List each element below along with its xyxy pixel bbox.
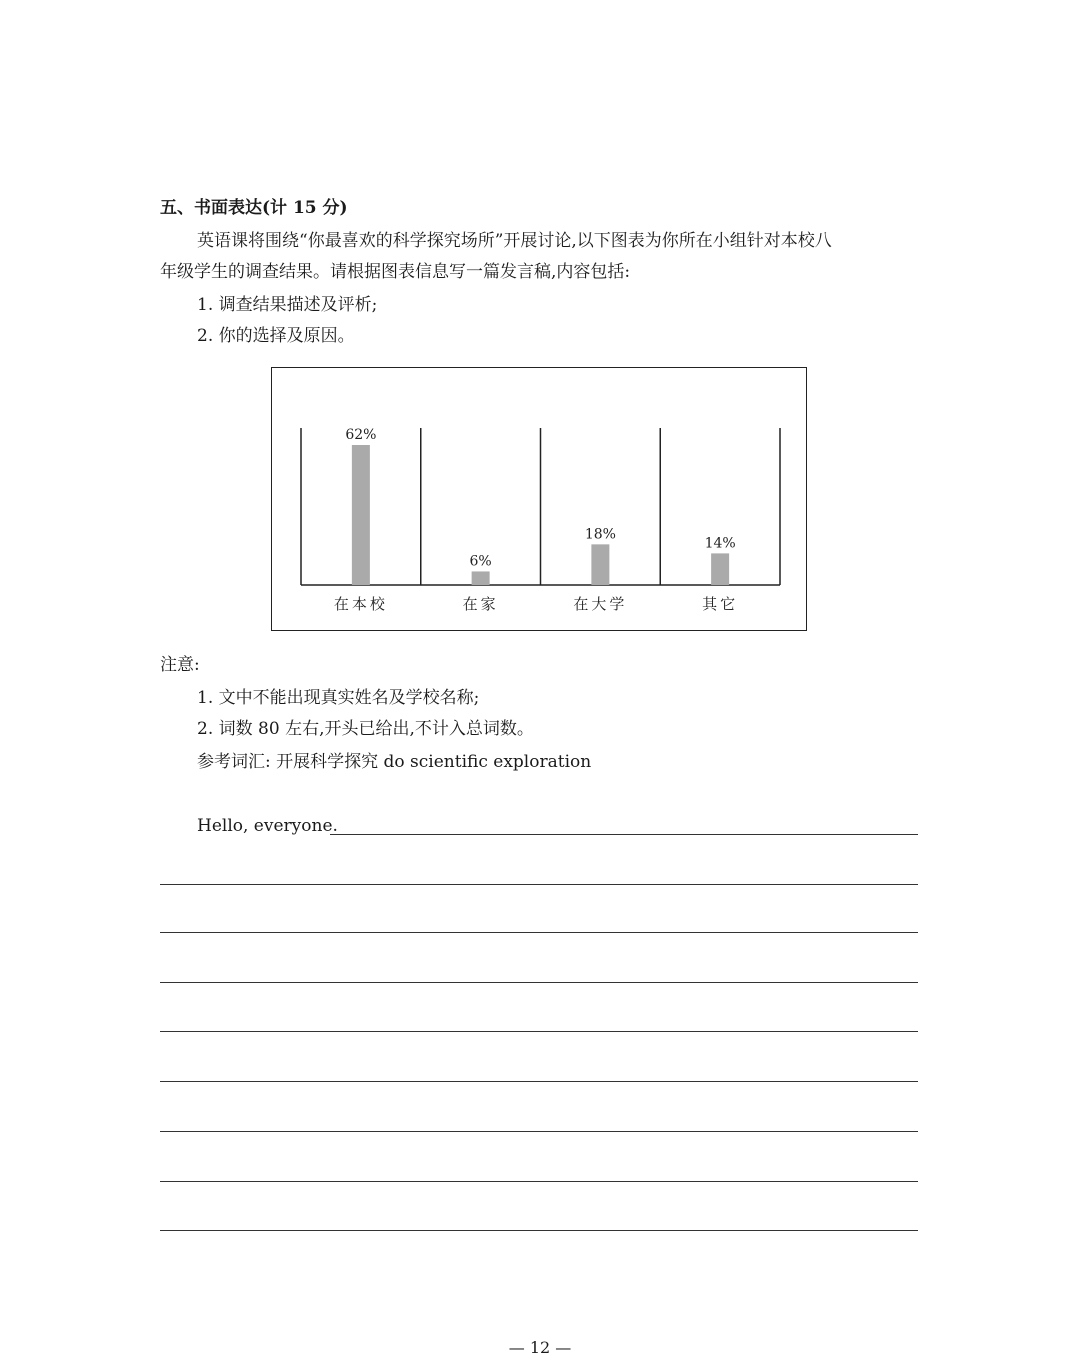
writing-opening: Hello, everyone.: [197, 816, 338, 836]
category-label: 其它: [702, 595, 739, 613]
category-label: 在大学: [573, 595, 628, 613]
task-intro-line-1: 英语课将围绕“你最喜欢的科学探究场所”开展讨论,以下图表为你所在小组针对本校八: [197, 231, 832, 251]
note-item: 2. 词数 80 左右,开头已给出,不计入总词数。: [197, 719, 534, 739]
bar: [591, 544, 609, 585]
answer-line[interactable]: [160, 1031, 918, 1032]
bar: [472, 571, 490, 585]
data-label: 18%: [584, 526, 616, 543]
category-label: 在本校: [333, 595, 388, 613]
answer-line[interactable]: [160, 982, 918, 983]
bar: [352, 445, 370, 585]
note-item: 1. 文中不能出现真实姓名及学校名称;: [197, 688, 480, 708]
survey-chart: [271, 367, 807, 631]
page-number: — 12 —: [508, 1338, 572, 1357]
bar-chart-canvas: [272, 368, 806, 630]
data-label: 6%: [469, 553, 492, 570]
notes-heading: 注意:: [160, 655, 200, 675]
bar: [711, 553, 729, 585]
answer-line[interactable]: [330, 834, 918, 835]
answer-line[interactable]: [160, 884, 918, 885]
data-label: 62%: [345, 427, 377, 443]
requirement-item: 1. 调查结果描述及评析;: [197, 295, 378, 315]
answer-line[interactable]: [160, 1181, 918, 1182]
task-intro-line-2: 年级学生的调查结果。请根据图表信息写一篇发言稿,内容包括:: [160, 262, 631, 282]
answer-line[interactable]: [160, 1230, 918, 1231]
data-label: 14%: [704, 535, 736, 552]
category-label: 在家: [462, 595, 499, 613]
answer-line[interactable]: [160, 1081, 918, 1082]
requirement-item: 2. 你的选择及原因。: [197, 326, 355, 346]
section-heading: 五、书面表达(计 15 分): [160, 198, 348, 218]
reference-vocabulary: 参考词汇: 开展科学探究 do scientific exploration: [197, 752, 592, 772]
answer-line[interactable]: [160, 932, 918, 933]
answer-line[interactable]: [160, 1131, 918, 1132]
